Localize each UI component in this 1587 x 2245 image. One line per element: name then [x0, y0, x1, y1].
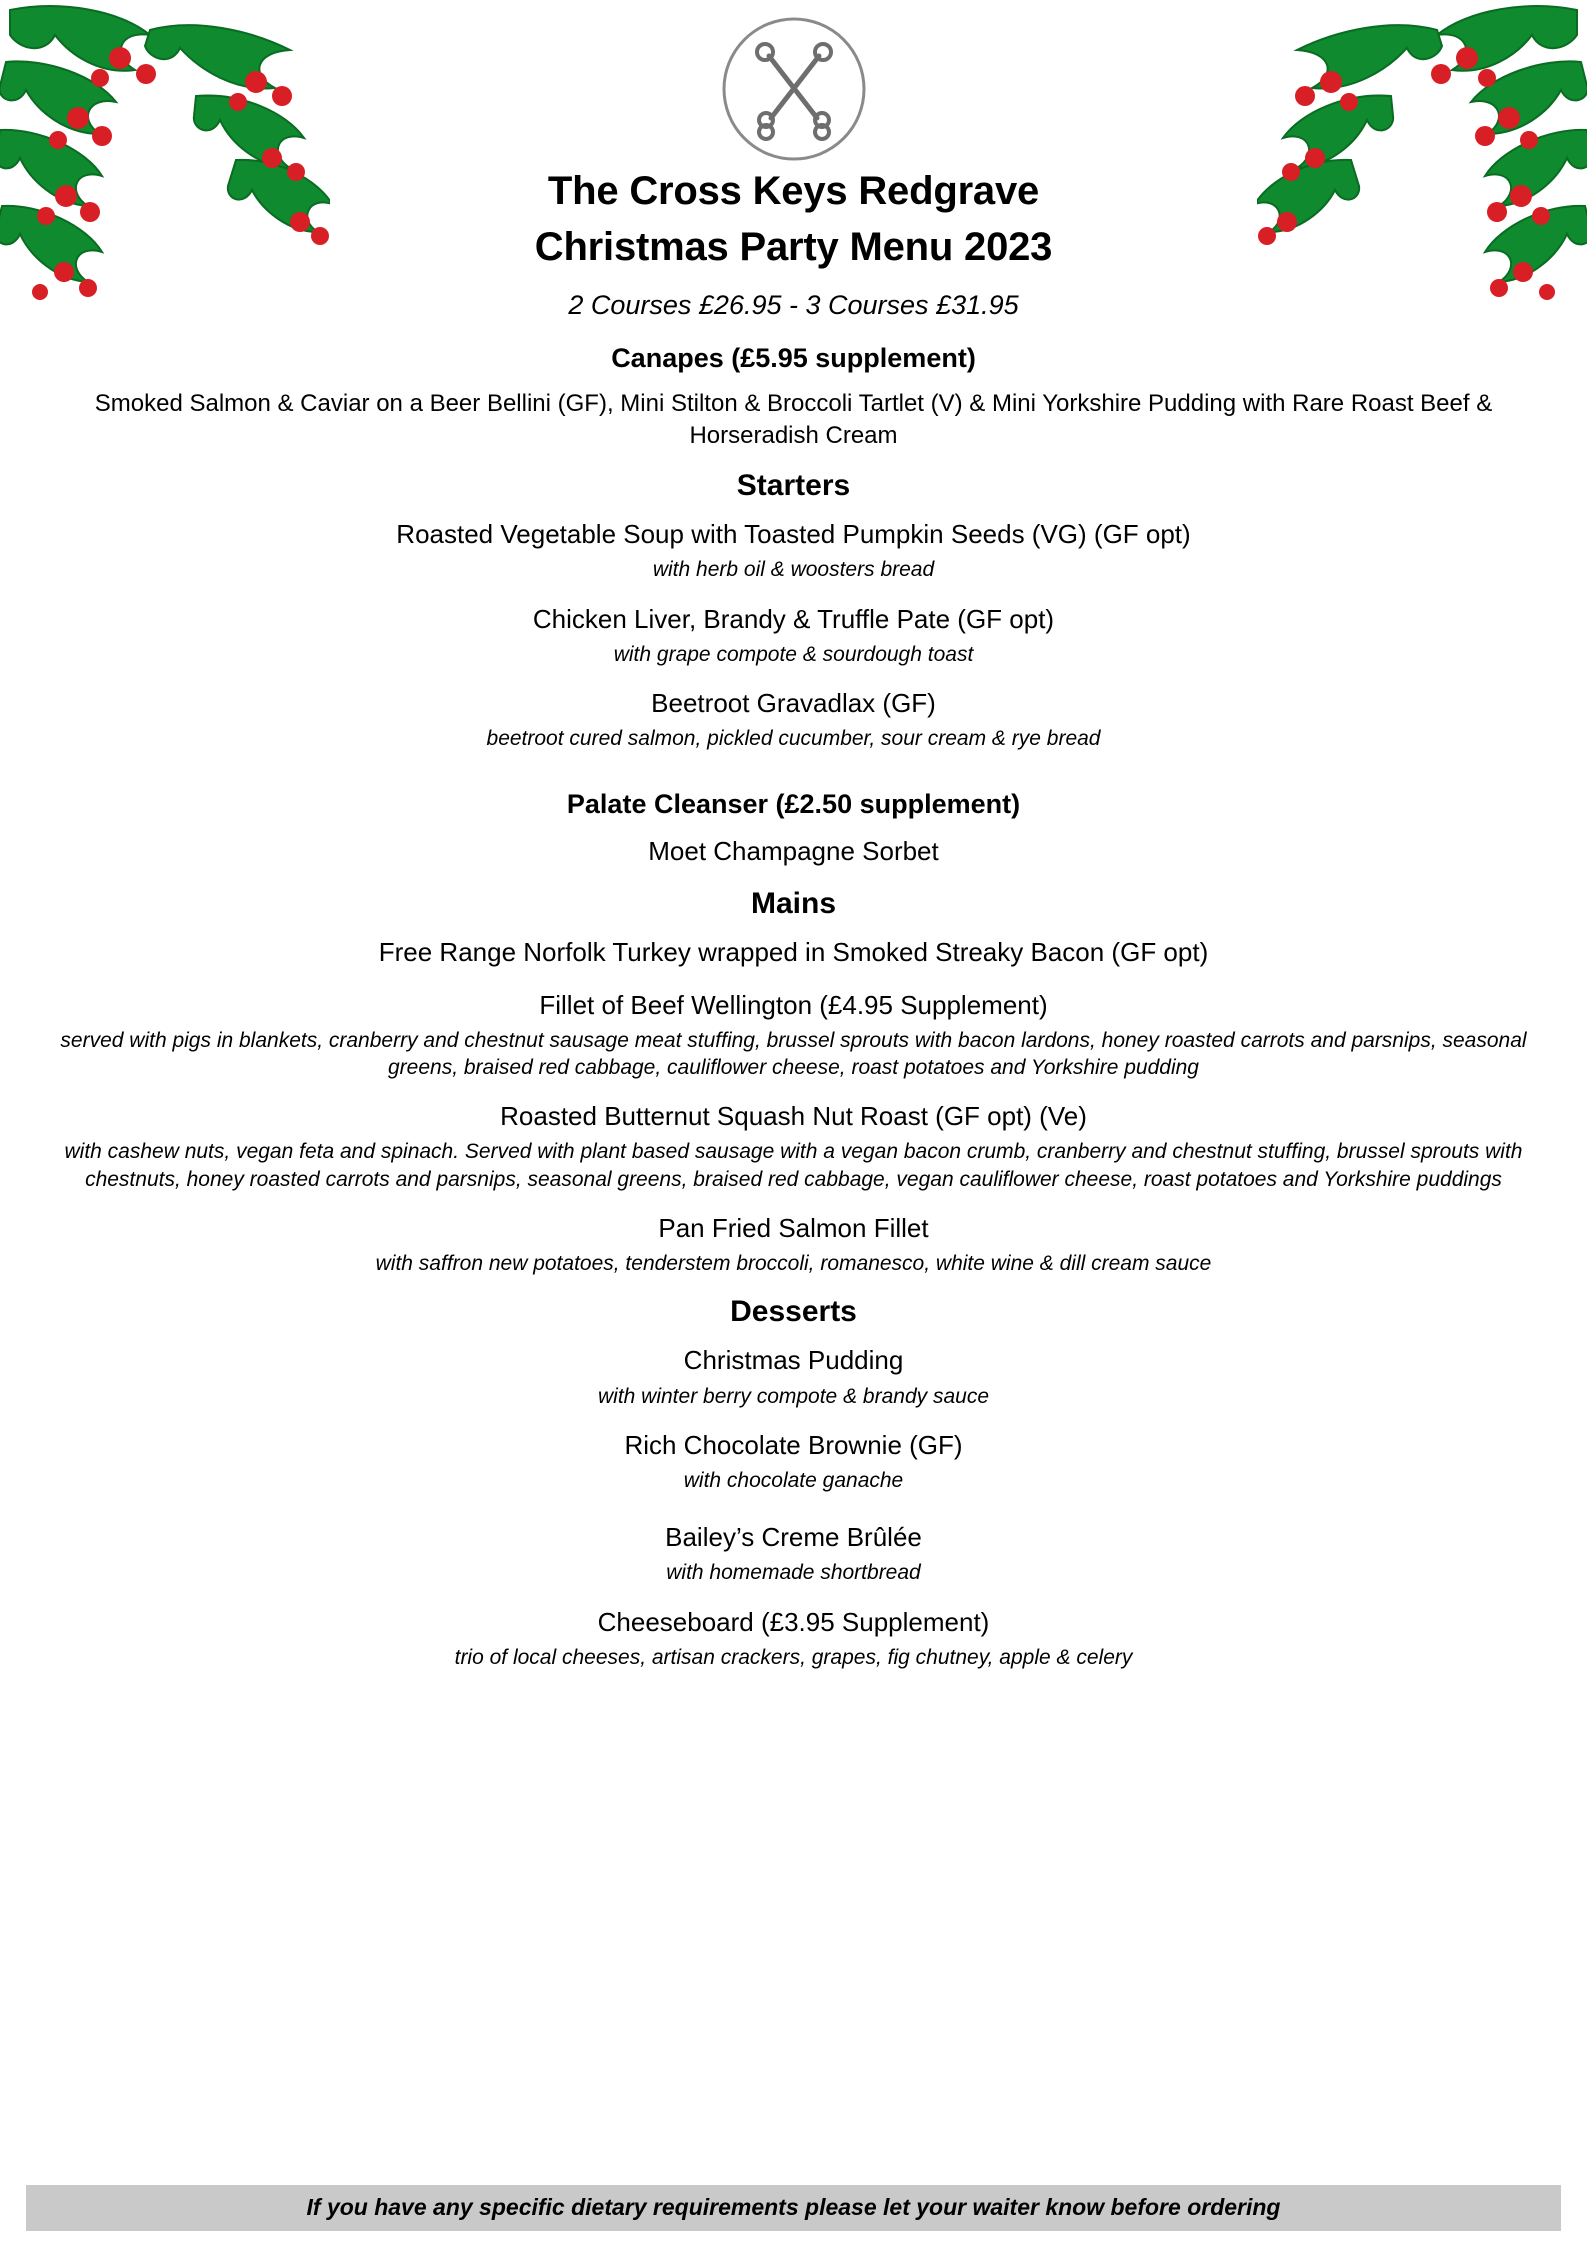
dish-description: with chocolate ganache	[683, 1468, 904, 1492]
section-heading-palate-cleanser: Palate Cleanser (£2.50 supplement)	[566, 788, 1021, 819]
dish-name: Fillet of Beef Wellington (£4.95 Supplement)	[539, 989, 1048, 1020]
dish-name: Moet Champagne Sorbet	[648, 835, 939, 866]
dish-name: Bailey’s Creme Brûlée	[665, 1522, 922, 1553]
dish-name: Christmas Pudding	[683, 1345, 904, 1376]
dish-description: with saffron new potatoes, tenderstem broccoli, romanesco, white wine & dill cream sauce	[375, 1252, 1212, 1276]
dish-description: with grape compote & sourdough toast	[613, 642, 974, 666]
menu-item	[26, 1211, 1561, 1277]
dish-name: Roasted Vegetable Soup with Toasted Pumpkin Seeds (VG) (GF opt)	[396, 519, 1191, 550]
menu-item	[26, 988, 1561, 1082]
menu-item	[26, 517, 1561, 583]
section-heading-desserts: Desserts	[730, 1295, 857, 1329]
dish-name: Roasted Butternut Squash Nut Roast (GF opt) (Ve)	[500, 1101, 1087, 1132]
page-subtitle: Christmas Party Menu 2023	[534, 225, 1053, 269]
menu-item	[26, 1343, 1561, 1409]
dish-name: Rich Chocolate Brownie (GF)	[624, 1429, 963, 1460]
dish-name: Beetroot Gravadlax (GF)	[651, 688, 936, 719]
section-heading-mains: Mains	[750, 886, 837, 920]
menu-item	[26, 686, 1561, 752]
section-mains	[26, 887, 1561, 1278]
section-canapes	[26, 343, 1561, 451]
dish-name: Chicken Liver, Brandy & Truffle Pate (GF opt)	[532, 603, 1055, 634]
dish-name: Pan Fried Salmon Fillet	[658, 1213, 929, 1244]
menu-item	[26, 1520, 1561, 1586]
dish-name: Free Range Norfolk Turkey wrapped in Smoked Streaky Bacon (GF opt)	[378, 936, 1209, 967]
dish-description: beetroot cured salmon, pickled cucumber, sour cream & rye bread	[486, 727, 1101, 751]
price-line: 2 Courses £26.95 - 3 Courses £31.95	[568, 290, 1019, 320]
menu-item	[26, 1605, 1561, 1671]
dish-name: Cheeseboard (£3.95 Supplement)	[597, 1606, 990, 1637]
section-desserts	[26, 1295, 1561, 1671]
section-heading-starters: Starters	[736, 469, 851, 503]
dish-description: with homemade shortbread	[666, 1561, 921, 1585]
menu-item	[26, 602, 1561, 668]
section-palate-cleanser	[26, 789, 1561, 869]
menu-item	[26, 935, 1561, 970]
dietary-notice: If you have any specific dietary requirements please let your waiter know before ordering	[26, 2185, 1561, 2231]
crossed-keys-icon	[719, 14, 869, 164]
section-starters	[26, 469, 1561, 752]
dish-description: with cashew nuts, vegan feta and spinach. Served with plant based sausage with a vegan bacon crumb, cranberry and chestnut stuffing, brussel sprouts with chestnuts, honey roasted carrots and parsnips, seasonal greens, braised red cabbage, vegan cauliflower cheese, roast potatoes and Yorkshire puddings	[64, 1140, 1523, 1191]
menu-content	[0, 168, 1587, 1689]
menu-item	[26, 1099, 1561, 1193]
dish-description: with winter berry compote & brandy sauce	[597, 1384, 989, 1408]
canapes-text: Smoked Salmon & Caviar on a Beer Bellini (GF), Mini Stilton & Broccoli Tartlet (V) & Mini Yorkshire Pudding with Rare Roast Beef & Horseradish Cream	[94, 390, 1493, 449]
page-title: The Cross Keys Redgrave	[547, 169, 1040, 213]
menu-item	[26, 1428, 1561, 1494]
section-heading-canapes: Canapes (£5.95 supplement)	[611, 343, 976, 373]
dish-description: served with pigs in blankets, cranberry and chestnut sausage meat stuffing, brussel sprouts with bacon lardons, honey roasted carrots and parsnips, seasonal greens, braised red cabbage, cauliflower cheese, roast potatoes and Yorkshire pudding	[60, 1028, 1527, 1080]
dish-description: trio of local cheeses, artisan crackers, grapes, fig chutney, apple & celery	[454, 1645, 1133, 1669]
dish-description: with herb oil & woosters bread	[652, 558, 935, 582]
